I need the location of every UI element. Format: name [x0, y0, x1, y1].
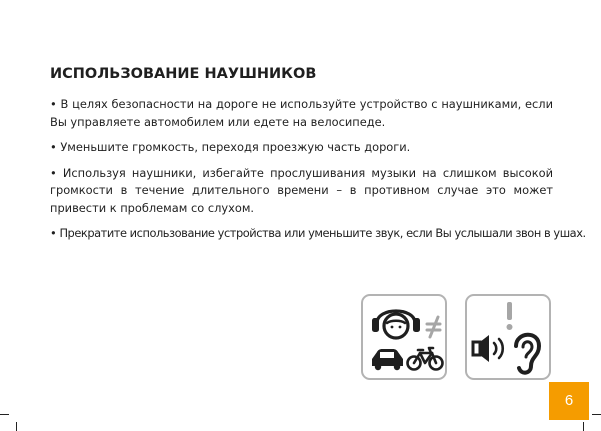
headphones-head-icon	[372, 311, 420, 338]
hearing-damage-pictogram	[465, 294, 551, 380]
bicycle-icon	[408, 348, 443, 370]
paragraph-crossing-road: • Уменьшите громкость, переходя проезжую часть дороги.	[50, 140, 411, 154]
not-equal-icon	[427, 317, 440, 337]
pictogram-left-drawing	[363, 296, 449, 382]
speaker-icon	[473, 335, 503, 362]
no-headphones-while-driving-pictogram	[361, 294, 447, 380]
paragraph-driving-warning: • В целях безопасности на дороге не используйте устройство с наушниками, если Вы управляете автомобилем или едете на велосипеде.	[50, 97, 553, 129]
page-title: ИСПОЛЬЗОВАНИЕ НАУШНИКОВ	[50, 66, 317, 82]
safety-text	[50, 96, 586, 251]
crop-mark-right-vertical	[583, 422, 584, 431]
crop-mark-left-vertical	[16, 422, 17, 431]
pictogram-right-drawing	[467, 296, 553, 382]
page-number: 6	[549, 382, 589, 420]
crop-mark-left-horizontal	[0, 414, 9, 415]
crop-mark-right-horizontal	[592, 414, 601, 415]
paragraph-ringing-ears: • Прекратите использование устройства или уменьшите звук, если Вы услышали звон в ушах.	[50, 226, 586, 240]
ear-icon	[516, 335, 539, 373]
car-icon	[372, 349, 403, 370]
paragraph-high-volume: • Используя наушники, избегайте прослушивания музыки на слишком высокой громкости в течение длительного времени – в противном случае это может привести к проблемам со слухом.	[50, 165, 553, 215]
exclamation-icon	[507, 302, 513, 330]
